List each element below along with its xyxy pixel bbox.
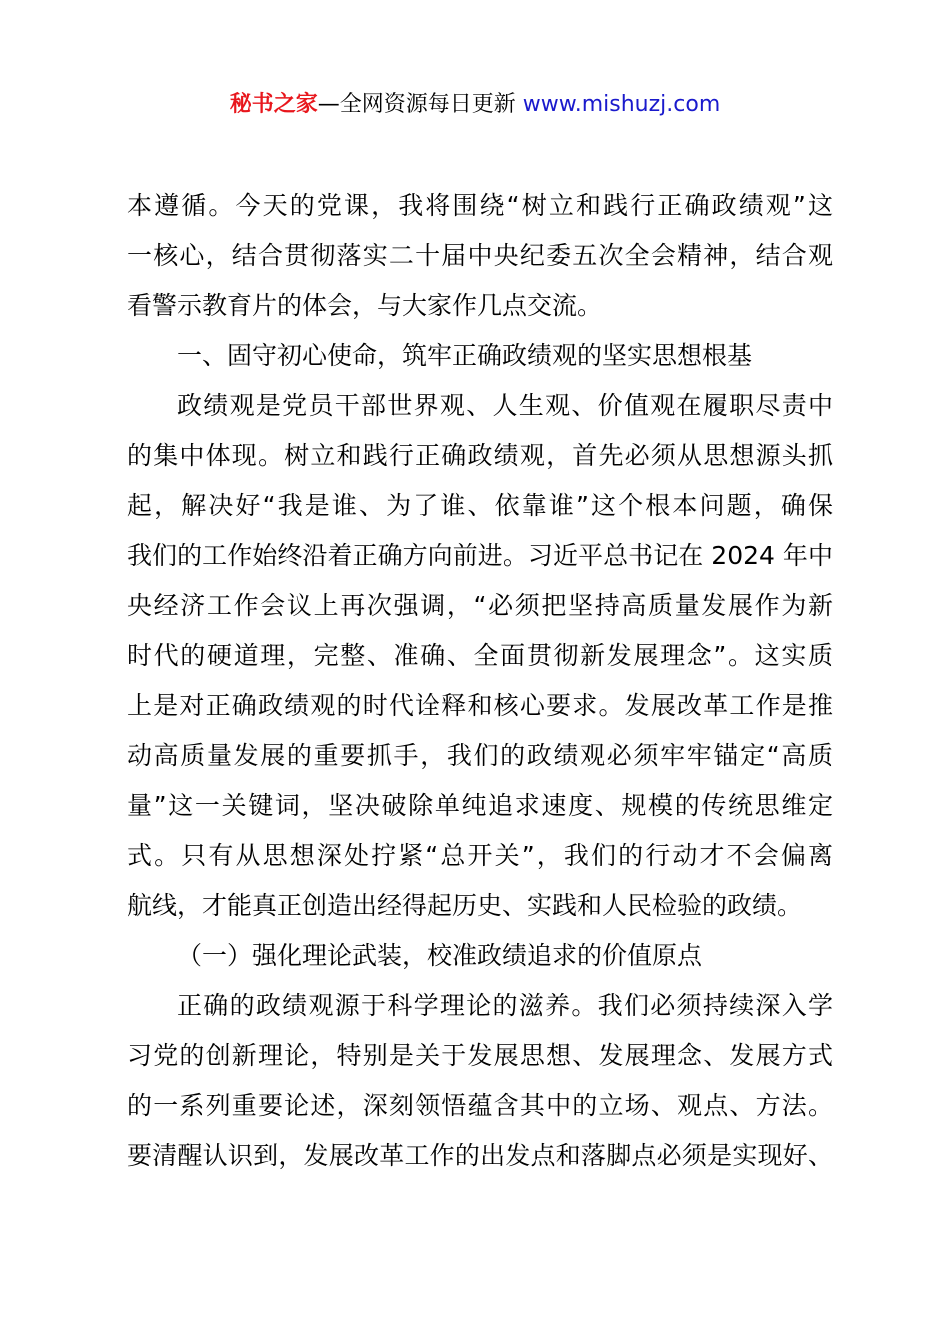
text-line: 本遵循。今天的党课，我将围绕“树立和践行正确政绩观”这 [127,191,833,220]
document-body [127,186,833,1186]
text-line: 央经济工作会议上再次强调，“必须把坚持高质量发展作为新 [127,591,833,620]
text-line: 式。只有从思想深处拧紧“总开关”，我们的行动才不会偏离 [127,841,833,870]
text-line: 量”这一关键词，坚决破除单纯追求速度、规模的传统思维定 [127,791,833,820]
text-line: 要清醒认识到，发展改革工作的出发点和落脚点必须是实现好、 [127,1141,833,1170]
text-line: 的一系列重要论述，深刻领悟蕴含其中的立场、观点、方法。 [127,1091,833,1120]
paragraph-first-line: 政绩观是党员干部世界观、人生观、价值观在履职尽责中 [177,391,833,420]
site-brand: 秘书之家 [229,92,318,117]
text-line: 的集中体现。树立和践行正确政绩观，首先必须从思想源头抓 [127,441,833,470]
site-tagline: —全网资源每日更新 [317,92,516,117]
text-line: 看警示教育片的体会，与大家作几点交流。 [127,291,603,320]
text-line: 一核心，结合贯彻落实二十届中央纪委五次全会精神，结合观 [127,241,833,270]
text-line: 上是对正确政绩观的时代诠释和核心要求。发展改革工作是推 [127,691,833,720]
text-line: 时代的硬道理，完整、准确、全面贯彻新发展理念”。这实质 [127,641,833,670]
page-header [0,88,950,122]
subsection-heading: （一）强化理论武装，校准政绩追求的价值原点 [177,941,703,970]
paragraph-first-line: 正确的政绩观源于科学理论的滋养。我们必须持续深入学 [177,991,833,1020]
site-url[interactable]: www.mishuzj.com [522,92,721,117]
section-heading: 一、固守初心使命，筑牢正确政绩观的坚实思想根基 [177,341,753,370]
text-line: 习党的创新理论，特别是关于发展思想、发展理念、发展方式 [127,1041,833,1070]
text-line: 起，解决好“我是谁、为了谁、依靠谁”这个根本问题，确保 [127,491,833,520]
text-line: 航线，才能真正创造出经得起历史、实践和人民检验的政绩。 [127,891,803,920]
text-line: 动高质量发展的重要抓手，我们的政绩观必须牢牢锚定“高质 [127,741,833,770]
text-line: 我们的工作始终沿着正确方向前进。习近平总书记在 2024 年中 [127,541,833,570]
